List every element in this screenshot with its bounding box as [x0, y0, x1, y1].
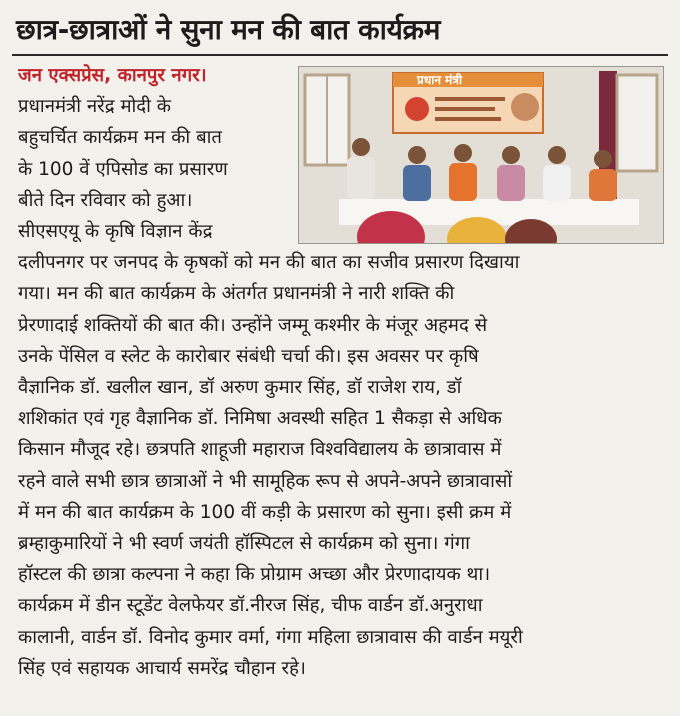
article-line: कार्यक्रम में डीन स्टूडेंट वेलफेयर डॉ.नीरज सिंह, चीफ वार्डन डॉ.अनुराधा [18, 595, 483, 617]
article-line-short: बीते दिन रविवार को हुआ। [18, 189, 193, 211]
article-line: गया। मन की बात कार्यक्रम के अंतर्गत प्रधानमंत्री ने नारी शक्ति की [18, 283, 455, 305]
article-line-short: के 100 वें एपिसोड का प्रसारण [18, 158, 228, 180]
article-line: ब्रम्हाकुमारियों ने भी स्वर्ण जयंती हॉस्पिटल से कार्यक्रम को सुना। गंगा [18, 533, 470, 555]
article-body [18, 60, 666, 684]
article-line: शशिकांत एवं गृह वैज्ञानिक डॉ. निमिषा अवस्थी सहित 1 सैकड़ा से अधिक [18, 408, 502, 430]
article-line-short: प्रधानमंत्री नरेंद्र मोदी के [18, 96, 172, 118]
article-line: कालानी, वार्डन डॉ. विनोद कुमार वर्मा, गंगा महिला छात्रावास की वार्डन मयूरी [18, 626, 523, 648]
banner-title: प्रधान मंत्री [417, 73, 463, 87]
article-line: सिंह एवं सहायक आचार्य समरेंद्र चौहान रहे। [18, 657, 306, 679]
article-line-short: बहुचर्चित कार्यक्रम मन की बात [18, 127, 222, 149]
article-line: रहने वाले सभी छात्र छात्राओं ने भी सामूहिक रूप से अपने-अपने छात्रावासों [18, 470, 513, 492]
article-line: हॉस्टल की छात्रा कल्पना ने कहा कि प्रोग्राम अच्छा और प्रेरणादायक था। [18, 564, 491, 586]
article-headline: छात्र-छात्राओं ने सुना मन की बात कार्यक्रम [16, 13, 441, 46]
headline-rule [12, 54, 668, 56]
article-line: किसान मौजूद रहे। छत्रपति शाहूजी महाराज विश्वविद्यालय के छात्रावास में [18, 439, 502, 461]
article-line: उनके पेंसिल व स्लेट के कारोबार संबंधी चर्चा की। इस अवसर पर कृषि [18, 345, 479, 367]
article-byline: जन एक्सप्रेस, कानपुर नगर। [18, 65, 207, 86]
article-line: प्रेरणादाई शक्तियों की बात की। उन्होंने जम्मू कश्मीर के मंजूर अहमद से [18, 314, 488, 336]
article-line: दलीपनगर पर जनपद के कृषकों को मन की बात का सजीव प्रसारण दिखाया [18, 252, 520, 274]
article-line: वैज्ञानिक डॉ. खलील खान, डॉ अरुण कुमार सिंह, डॉ राजेश राय, डॉ [18, 377, 462, 399]
article-line-short: सीएसएयू के कृषि विज्ञान केंद्र [18, 221, 213, 243]
newspaper-clipping [12, 8, 668, 708]
article-line: में मन की बात कार्यक्रम के 100 वीं कड़ी के प्रसारण को सुना। इसी क्रम में [18, 501, 512, 523]
